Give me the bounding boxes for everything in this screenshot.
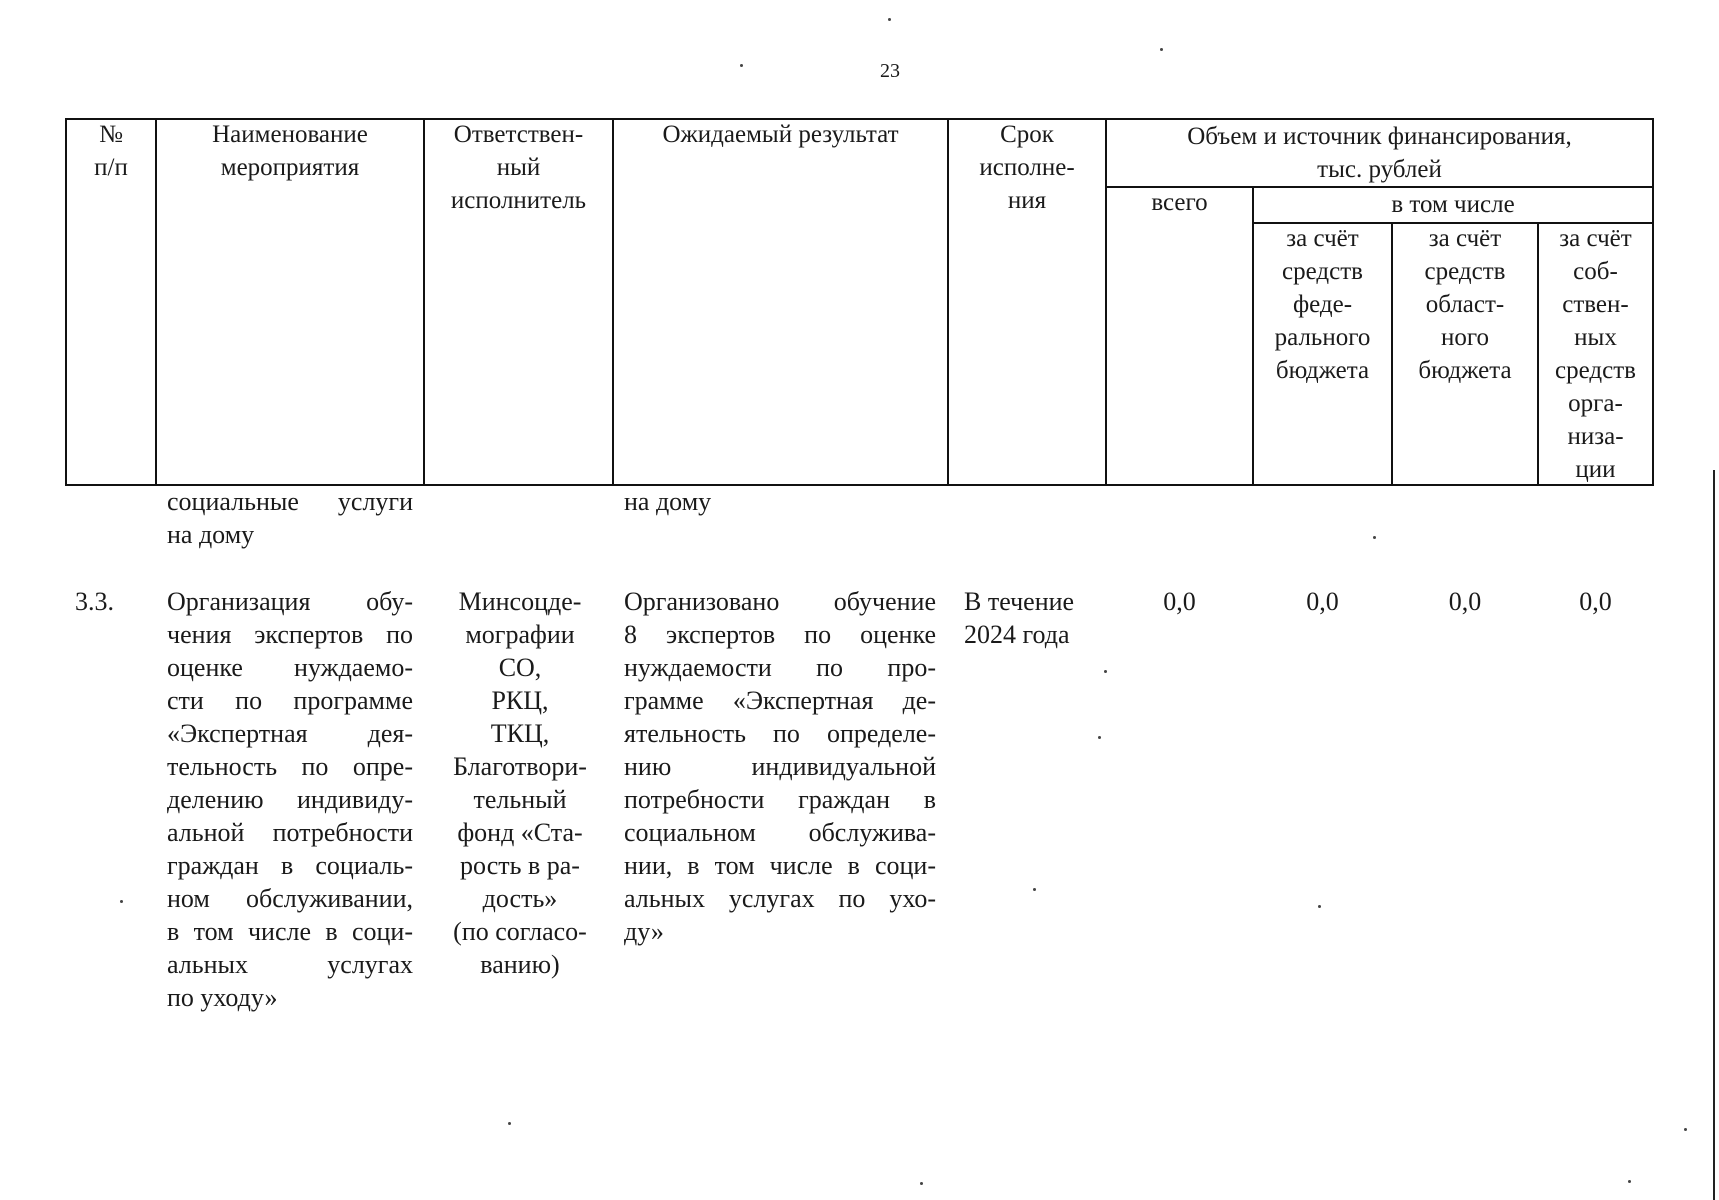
header-result: Ожидаемый результат: [662, 121, 899, 148]
scan-speck: [1373, 536, 1376, 539]
row-total: 0,0: [1163, 587, 1196, 616]
scan-speck: [508, 1122, 511, 1125]
header-name: Наименование мероприятия: [212, 121, 368, 181]
scan-speck: [1160, 48, 1163, 51]
scan-speck: [1628, 1180, 1631, 1183]
scan-speck: [1684, 1128, 1687, 1131]
header-term: Срок исполне- ния: [979, 121, 1075, 214]
table-header: [65, 118, 1654, 486]
row-federal: 0,0: [1306, 587, 1339, 616]
header-funding: Объем и источник финансирования, тыс. рублей: [1187, 123, 1572, 183]
scan-speck: [1318, 905, 1321, 908]
scan-edge-line: [1713, 470, 1715, 1200]
continuation-result: на дому: [624, 487, 712, 516]
header-responsible: Ответствен- ный исполнитель: [450, 121, 587, 214]
header-num: № п/п: [94, 121, 128, 181]
col-separator: [612, 118, 614, 486]
header-federal: за счёт средств феде- рального бюджета: [1274, 225, 1371, 384]
header-own: за счёт соб- ствен- ных средств орга- низа- ции: [1555, 225, 1636, 483]
page-number: 23: [880, 60, 900, 82]
scan-speck: [920, 1182, 923, 1185]
row-responsible: Минсоцде- мографии СО, РКЦ, ТКЦ, Благотвори- тельный фонд «Ста- рость в ра- дость» (по согласо- ванию): [453, 587, 587, 979]
table-border-right: [1652, 118, 1654, 486]
row-own: 0,0: [1579, 587, 1612, 616]
row-number: 3.3.: [75, 587, 114, 616]
row-result: Организовано обучение 8 экспертов по оценке нуждаемости по про- грамме «Экспертная де- ятельность по определе- нию индивидуальной потребности граждан в социальном обслужива- нии, в том числе в соци- альных услугах по ухо- ду»: [624, 587, 936, 946]
row-regional: 0,0: [1448, 587, 1482, 616]
scan-speck: [1104, 670, 1107, 673]
row-term: В течение 2024 года: [964, 587, 1075, 649]
row-name: Организация обу- чения экспертов по оценке нуждаемо- сти по программе «Экспертная дея- тельность по опре- делению индивиду- альной потребности граждан в социаль- ном обслуживании, в том числе в соци- альных услугах по уходу»: [167, 587, 413, 1012]
header-including: в том числе: [1391, 191, 1515, 218]
scan-speck: [1098, 736, 1101, 739]
scan-speck: [888, 18, 891, 21]
scan-speck: [1033, 888, 1036, 891]
scan-speck: [120, 900, 123, 903]
header-regional: за счёт средств област- ного бюджета: [1418, 225, 1512, 384]
scan-speck: [740, 64, 743, 67]
continuation-name: социальные услуги на дому: [167, 487, 413, 549]
header-total: всего: [1151, 189, 1208, 216]
